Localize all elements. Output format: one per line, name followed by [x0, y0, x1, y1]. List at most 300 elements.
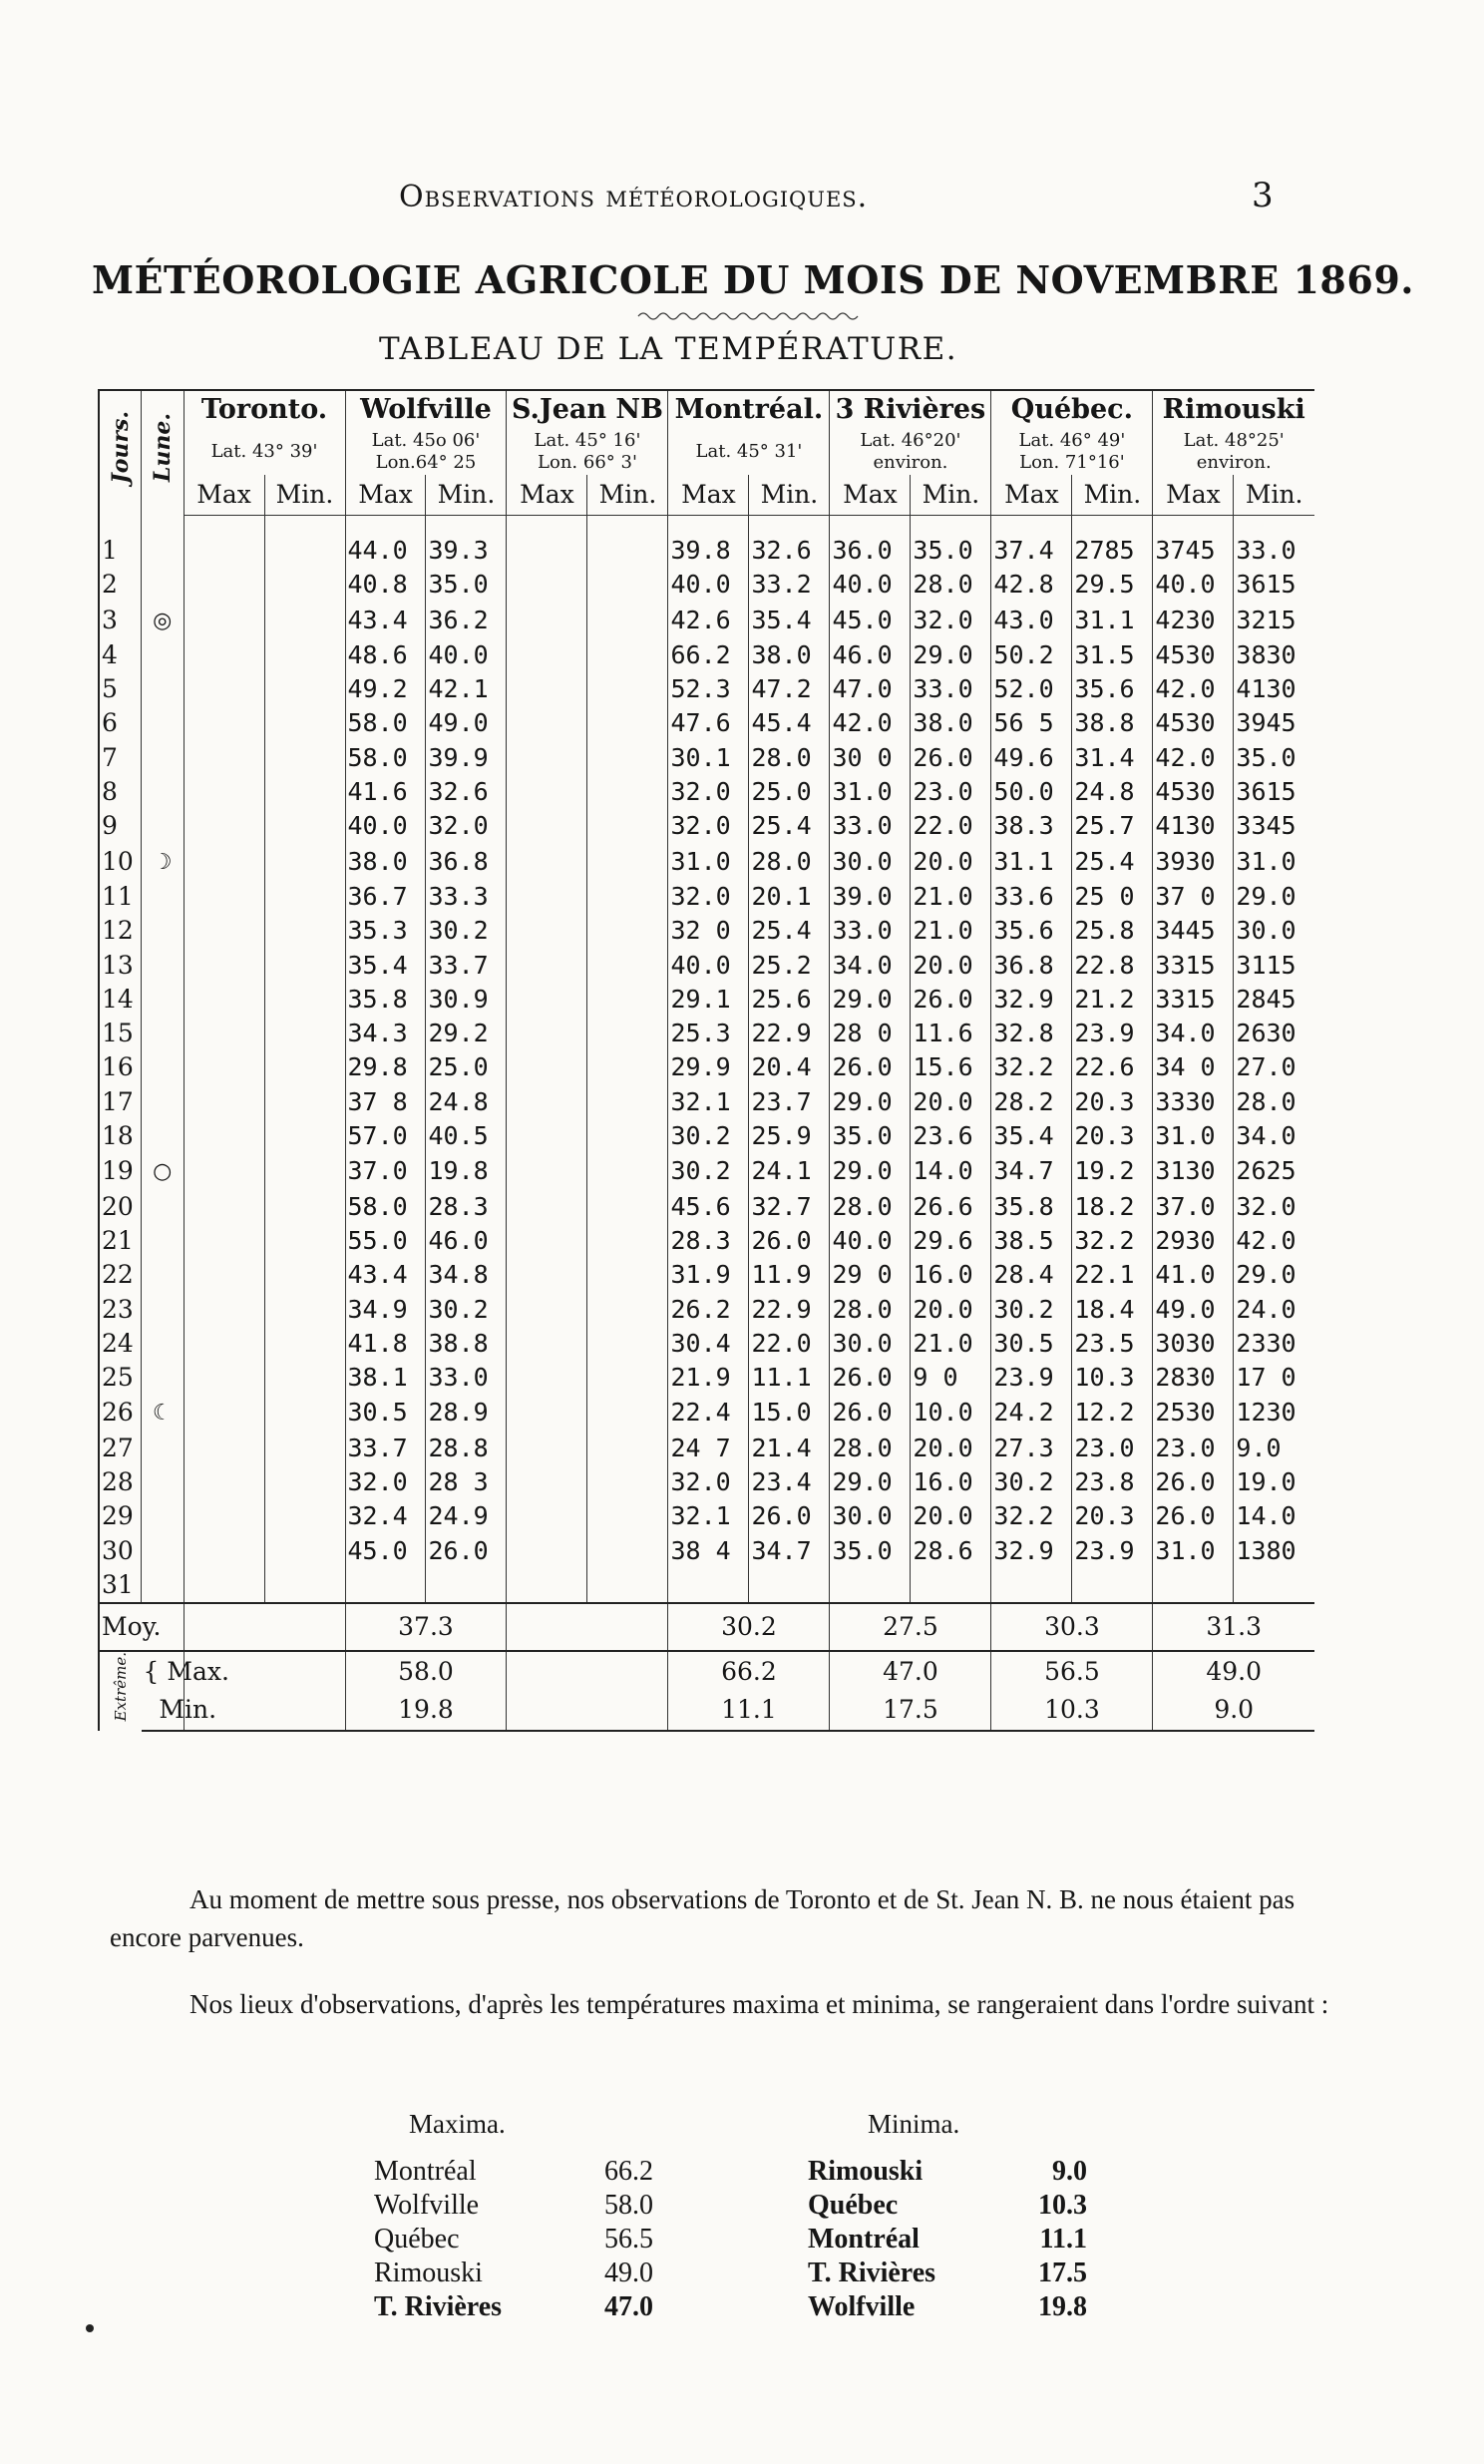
temp-cell: 31.1: [991, 844, 1072, 880]
temp-cell: [184, 672, 264, 706]
spacer-cell: [345, 516, 426, 535]
temp-cell: [264, 949, 345, 983]
temp-cell: 26.0: [830, 1361, 911, 1395]
temp-cell: [507, 1361, 587, 1395]
full-moon-icon: ◎: [153, 608, 173, 633]
temp-cell: [587, 1534, 668, 1568]
temp-cell: 33.6: [991, 880, 1072, 914]
temp-cell: 25.2: [749, 949, 830, 983]
temp-cell: 43.4: [345, 1258, 426, 1292]
temp-cell: 32.9: [991, 983, 1072, 1017]
temp-cell: 3615: [1234, 775, 1314, 809]
temp-cell: 22.0: [749, 1327, 830, 1361]
temp-cell: 33.2: [749, 568, 830, 602]
temp-cell: [587, 1395, 668, 1431]
temp-cell: 34.7: [991, 1153, 1072, 1189]
temp-cell: 30.2: [668, 1119, 749, 1153]
temp-cell: 18.2: [1072, 1190, 1153, 1224]
table-row: [99, 1327, 1314, 1361]
temp-cell: 33.0: [1234, 534, 1314, 568]
temp-cell: 23.9: [1072, 1017, 1153, 1050]
temp-cell: 45.0: [345, 1534, 426, 1568]
station-lon: Lon.64° 25: [375, 452, 477, 473]
temp-cell: 28.3: [426, 1190, 507, 1224]
temp-cell: 25.4: [749, 809, 830, 843]
station-lat: Lat. 46°20': [860, 430, 961, 451]
moyenne-value: 30.3: [991, 1603, 1153, 1651]
temp-cell: 31.0: [830, 775, 911, 809]
table-row: [99, 1568, 1314, 1603]
temp-cell: [507, 1534, 587, 1568]
day-number: 28: [99, 1465, 142, 1499]
temp-cell: 25.6: [749, 983, 830, 1017]
temp-cell: 52.0: [991, 672, 1072, 706]
day-number: 13: [99, 949, 142, 983]
moyenne-value: 30.2: [668, 1603, 830, 1651]
temp-cell: 4530: [1153, 638, 1234, 672]
temp-cell: 3030: [1153, 1327, 1234, 1361]
temp-cell: 3215: [1234, 603, 1314, 638]
col-jours-header: [99, 390, 142, 516]
spacer-cell: [426, 516, 507, 535]
station-lat: Lat. 45° 31': [695, 441, 803, 462]
temp-cell: 33.3: [426, 880, 507, 914]
temp-cell: 49.2: [345, 672, 426, 706]
temp-cell: 2625: [1234, 1153, 1314, 1189]
temp-cell: [184, 1432, 264, 1465]
day-number: 11: [99, 880, 142, 914]
extremes-label-cell: [99, 1651, 142, 1730]
temp-cell: 34.9: [345, 1293, 426, 1327]
temp-cell: 30.2: [426, 1293, 507, 1327]
temp-cell: [587, 1293, 668, 1327]
temp-cell: 29.0: [911, 638, 991, 672]
lune-cell: [142, 949, 185, 983]
temp-cell: [587, 568, 668, 602]
table-row: [99, 983, 1314, 1017]
temp-cell: 24.1: [749, 1153, 830, 1189]
station-coords: [668, 429, 830, 475]
temp-cell: [830, 1568, 911, 1603]
day-number: 2: [99, 568, 142, 602]
place-value: 9.0: [1052, 2156, 1087, 2187]
place-name: T. Rivières: [374, 2291, 503, 2322]
maxima-list: [374, 2155, 653, 2324]
lune-cell: [142, 1534, 185, 1568]
temp-cell: [507, 638, 587, 672]
temp-cell: [264, 1085, 345, 1119]
temp-cell: 45.6: [668, 1190, 749, 1224]
temp-cell: 46.0: [426, 1224, 507, 1258]
moy-label: Moy.: [99, 1603, 184, 1651]
temp-cell: 28.2: [991, 1085, 1072, 1119]
temp-cell: [184, 809, 264, 843]
temp-cell: 35.0: [426, 568, 507, 602]
temp-cell: 39.9: [426, 741, 507, 775]
temp-cell: 32.0: [426, 809, 507, 843]
temp-cell: [264, 603, 345, 638]
station-name: Montréal.: [668, 390, 830, 429]
temp-cell: [507, 880, 587, 914]
day-number: 19: [99, 1153, 142, 1189]
temp-cell: 16.0: [911, 1258, 991, 1292]
temp-cell: [507, 741, 587, 775]
temp-cell: 30.5: [345, 1395, 426, 1431]
temp-cell: [507, 706, 587, 740]
lune-cell: [142, 1499, 185, 1533]
temp-cell: [587, 844, 668, 880]
ext-min-label: Min.: [142, 1691, 185, 1731]
station-coords: [345, 429, 507, 475]
temp-cell: 46.0: [830, 638, 911, 672]
station-lon: Lon. 71°16': [1019, 452, 1125, 473]
first-quarter-icon: ☽: [152, 849, 173, 875]
temp-cell: [587, 1568, 668, 1603]
temp-cell: 22.1: [1072, 1258, 1153, 1292]
temp-cell: 49.0: [426, 706, 507, 740]
temp-cell: 56 5: [991, 706, 1072, 740]
temp-cell: 30.2: [991, 1465, 1072, 1499]
table-row: [99, 1534, 1314, 1568]
temp-cell: [184, 949, 264, 983]
day-number: 15: [99, 1017, 142, 1050]
temp-cell: 42.0: [830, 706, 911, 740]
max-header: Max: [1153, 475, 1234, 516]
day-number: 29: [99, 1499, 142, 1533]
temp-cell: [587, 603, 668, 638]
temp-cell: 3745: [1153, 534, 1234, 568]
lune-cell: [142, 1224, 185, 1258]
temp-cell: 11.9: [749, 1258, 830, 1292]
temp-cell: 35.0: [1234, 741, 1314, 775]
temp-cell: [587, 1499, 668, 1533]
temp-cell: [264, 1432, 345, 1465]
temp-cell: 23.7: [749, 1085, 830, 1119]
temp-cell: 45.4: [749, 706, 830, 740]
temp-cell: 37.0: [1153, 1190, 1234, 1224]
temp-cell: [507, 672, 587, 706]
lune-cell: [142, 706, 185, 740]
temp-cell: 26.0: [911, 741, 991, 775]
table-row: [99, 741, 1314, 775]
temp-cell: 1380: [1234, 1534, 1314, 1568]
temp-cell: 24.8: [426, 1085, 507, 1119]
temp-cell: [184, 1085, 264, 1119]
temp-cell: 28.0: [830, 1190, 911, 1224]
temp-cell: 25.0: [426, 1050, 507, 1084]
place-value: 19.8: [1038, 2291, 1087, 2322]
station-lat: Lat. 45° 16': [534, 430, 641, 451]
temp-cell: 43.4: [345, 603, 426, 638]
temp-cell: [264, 672, 345, 706]
temp-cell: 20.0: [911, 949, 991, 983]
temp-cell: 23.9: [991, 1361, 1072, 1395]
temp-cell: 34.8: [426, 1258, 507, 1292]
temp-cell: 21.0: [911, 1327, 991, 1361]
ext-min-value: 19.8: [345, 1691, 507, 1731]
table-row: [99, 1050, 1314, 1084]
temp-cell: [264, 914, 345, 948]
table-row: [99, 706, 1314, 740]
table-row: [99, 1293, 1314, 1327]
temp-cell: 29.2: [426, 1017, 507, 1050]
temp-cell: [507, 1293, 587, 1327]
temp-cell: [184, 706, 264, 740]
temp-cell: 9 0: [911, 1361, 991, 1395]
temp-cell: [507, 1568, 587, 1603]
temp-cell: [587, 1327, 668, 1361]
min-header: Min.: [749, 475, 830, 516]
temp-cell: 55.0: [345, 1224, 426, 1258]
moyenne-value: 27.5: [830, 1603, 991, 1651]
day-number: 3: [99, 603, 142, 638]
day-number: 14: [99, 983, 142, 1017]
table-row: [99, 534, 1314, 568]
temp-cell: 36.8: [426, 844, 507, 880]
temp-cell: 22.4: [668, 1395, 749, 1431]
table-row: [99, 638, 1314, 672]
temp-cell: [507, 1085, 587, 1119]
day-number: 26: [99, 1395, 142, 1431]
table-row: [99, 1085, 1314, 1119]
temp-cell: [507, 809, 587, 843]
temp-cell: 3115: [1234, 949, 1314, 983]
temp-cell: 28.0: [749, 844, 830, 880]
temp-cell: 35.8: [345, 983, 426, 1017]
temp-cell: [507, 775, 587, 809]
temp-cell: 35.6: [991, 914, 1072, 948]
table-row: [99, 1432, 1314, 1465]
day-number: 30: [99, 1534, 142, 1568]
temp-cell: 30 0: [830, 741, 911, 775]
temp-cell: 18.4: [1072, 1293, 1153, 1327]
ext-max-value: 47.0: [830, 1651, 991, 1691]
temp-cell: 31.1: [1072, 603, 1153, 638]
temp-cell: 21.0: [911, 880, 991, 914]
temp-cell: 28.0: [911, 568, 991, 602]
temp-cell: 45.0: [830, 603, 911, 638]
temp-cell: 11.6: [911, 1017, 991, 1050]
place-value: 56.5: [604, 2224, 653, 2255]
temp-cell: 38.8: [426, 1327, 507, 1361]
temp-cell: [587, 1432, 668, 1465]
temp-cell: [507, 534, 587, 568]
page-number: 3: [1252, 176, 1274, 215]
spacer-cell: [507, 516, 587, 535]
temp-cell: 30.2: [426, 914, 507, 948]
table-row: [99, 672, 1314, 706]
day-number: 10: [99, 844, 142, 880]
temp-cell: 20.3: [1072, 1119, 1153, 1153]
temp-cell: 23.0: [911, 775, 991, 809]
temp-cell: 32.6: [426, 775, 507, 809]
temp-cell: 25.9: [749, 1119, 830, 1153]
station-name: Wolfville: [345, 390, 507, 429]
temp-cell: 33.7: [345, 1432, 426, 1465]
table-row: [99, 1190, 1314, 1224]
temp-cell: [264, 809, 345, 843]
temp-cell: 23.8: [1072, 1465, 1153, 1499]
lune-cell: [142, 1190, 185, 1224]
temp-cell: 25.4: [749, 914, 830, 948]
min-header: Min.: [1234, 475, 1314, 516]
place-value: 10.3: [1038, 2190, 1087, 2221]
temp-cell: [587, 706, 668, 740]
temp-cell: 35.0: [830, 1119, 911, 1153]
station-coords: [1153, 429, 1314, 475]
temp-cell: 32.7: [749, 1190, 830, 1224]
moyenne-value: 31.3: [1153, 1603, 1314, 1651]
station-coords: [991, 429, 1153, 475]
day-number: 12: [99, 914, 142, 948]
temp-cell: [264, 1190, 345, 1224]
temp-cell: [264, 844, 345, 880]
temp-cell: 26.0: [1153, 1465, 1234, 1499]
temp-cell: 58.0: [345, 741, 426, 775]
col-jours-label: Jours.: [108, 411, 134, 485]
temp-cell: 32.0: [1234, 1190, 1314, 1224]
ext-min-value: 17.5: [830, 1691, 991, 1731]
lune-cell: [142, 775, 185, 809]
temp-cell: 32.4: [345, 1499, 426, 1533]
lune-cell: [142, 844, 185, 880]
temp-cell: 29.8: [345, 1050, 426, 1084]
day-number: 8: [99, 775, 142, 809]
place-value: 17.5: [1038, 2258, 1087, 2288]
temp-cell: 34 0: [1153, 1050, 1234, 1084]
day-number: 31: [99, 1568, 142, 1603]
temp-cell: 28 0: [830, 1017, 911, 1050]
temp-cell: 39.0: [830, 880, 911, 914]
temp-cell: 34.0: [1153, 1017, 1234, 1050]
temp-cell: [184, 1119, 264, 1153]
lune-cell: [142, 1085, 185, 1119]
temp-cell: [587, 775, 668, 809]
temp-cell: 19.8: [426, 1153, 507, 1189]
temp-cell: 3830: [1234, 638, 1314, 672]
spacer-cell: [1072, 516, 1153, 535]
last-quarter-icon: ☾: [152, 1401, 173, 1427]
temp-cell: [507, 1190, 587, 1224]
day-number: 5: [99, 672, 142, 706]
temp-cell: 14.0: [1234, 1499, 1314, 1533]
day-number: 27: [99, 1432, 142, 1465]
temp-cell: 32 0: [668, 914, 749, 948]
temp-cell: [507, 1465, 587, 1499]
ext-max-value: 49.0: [1153, 1651, 1314, 1691]
temp-cell: 3130: [1153, 1153, 1234, 1189]
temp-cell: 33.0: [830, 914, 911, 948]
temp-cell: [507, 1499, 587, 1533]
temp-cell: 40.0: [830, 568, 911, 602]
day-number: 22: [99, 1258, 142, 1292]
temp-cell: [507, 1119, 587, 1153]
temp-cell: 25.3: [668, 1017, 749, 1050]
lune-cell: [142, 568, 185, 602]
temp-cell: 32.0: [668, 880, 749, 914]
temp-cell: 25 0: [1072, 880, 1153, 914]
temp-cell: [184, 844, 264, 880]
lune-cell: [142, 638, 185, 672]
temp-cell: 36.7: [345, 880, 426, 914]
temp-cell: 49.6: [991, 741, 1072, 775]
temp-cell: [507, 1050, 587, 1084]
temp-cell: [264, 1361, 345, 1395]
lune-cell: [142, 1293, 185, 1327]
temp-cell: 42.6: [668, 603, 749, 638]
temp-cell: 35.6: [1072, 672, 1153, 706]
temp-cell: 24.8: [1072, 775, 1153, 809]
temp-cell: 2630: [1234, 1017, 1314, 1050]
temp-cell: 21.2: [1072, 983, 1153, 1017]
temp-cell: 24.2: [991, 1395, 1072, 1431]
temp-cell: 41.0: [1153, 1258, 1234, 1292]
temp-cell: 32.1: [668, 1499, 749, 1533]
temp-cell: 28.0: [830, 1432, 911, 1465]
temp-cell: 40.0: [426, 638, 507, 672]
temp-cell: 2930: [1153, 1224, 1234, 1258]
temp-cell: 28.4: [991, 1258, 1072, 1292]
day-number: 24: [99, 1327, 142, 1361]
temp-cell: [184, 1361, 264, 1395]
temp-cell: [507, 949, 587, 983]
temp-cell: 50.0: [991, 775, 1072, 809]
temp-cell: 39.3: [426, 534, 507, 568]
temp-cell: [264, 534, 345, 568]
temp-cell: 52.3: [668, 672, 749, 706]
day-number: 25: [99, 1361, 142, 1395]
temp-cell: 30.9: [426, 983, 507, 1017]
temp-cell: [587, 809, 668, 843]
temp-cell: 20.4: [749, 1050, 830, 1084]
temp-cell: [507, 1258, 587, 1292]
temp-cell: [184, 1465, 264, 1499]
station-lat: Lat. 48°25': [1183, 430, 1285, 451]
lune-cell: [142, 672, 185, 706]
temp-cell: 30.0: [830, 1327, 911, 1361]
table-header: [99, 390, 1314, 534]
lune-cell: [142, 603, 185, 638]
temp-cell: [264, 706, 345, 740]
temp-cell: 26.0: [911, 983, 991, 1017]
temp-cell: 33.7: [426, 949, 507, 983]
spacer-cell: [668, 516, 749, 535]
temp-cell: 32.9: [991, 1534, 1072, 1568]
temp-cell: 3345: [1234, 809, 1314, 843]
table-row: [99, 949, 1314, 983]
temp-cell: 17 0: [1234, 1361, 1314, 1395]
place-value: 49.0: [604, 2258, 653, 2288]
temp-cell: 4530: [1153, 706, 1234, 740]
temp-cell: 34.7: [749, 1534, 830, 1568]
temp-cell: 36.8: [991, 949, 1072, 983]
temp-cell: 37 8: [345, 1085, 426, 1119]
temp-cell: 35.0: [830, 1534, 911, 1568]
temp-cell: 29 0: [830, 1258, 911, 1292]
station-lat: Lat. 43° 39': [210, 441, 318, 462]
lune-cell: [142, 1327, 185, 1361]
temp-cell: 42.0: [1153, 741, 1234, 775]
temp-cell: [587, 638, 668, 672]
min-header: Min.: [426, 475, 507, 516]
temp-cell: 15.0: [749, 1395, 830, 1431]
temp-cell: 47.6: [668, 706, 749, 740]
temp-cell: 34.0: [830, 949, 911, 983]
temp-cell: 32.0: [911, 603, 991, 638]
temp-cell: 26.0: [426, 1534, 507, 1568]
temp-cell: 26.0: [749, 1224, 830, 1258]
temp-cell: 10.0: [911, 1395, 991, 1431]
